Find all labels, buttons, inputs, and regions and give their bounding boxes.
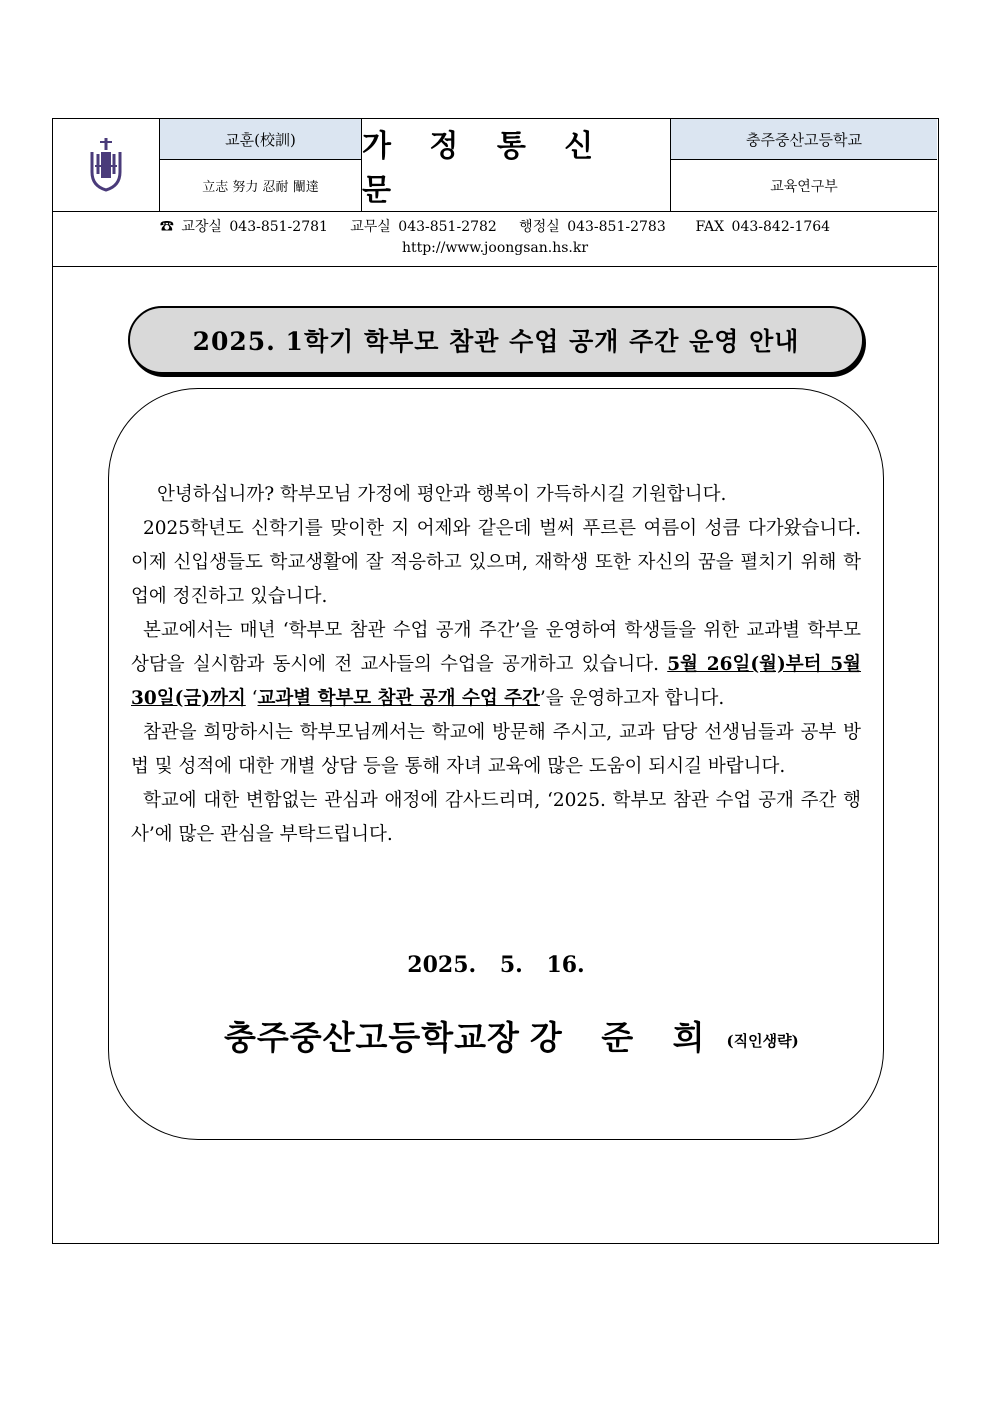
closing-paragraph: 학교에 대한 변함없는 관심과 애정에 감사드리며, ‘2025. 학부모 참관 수업 공개 주간 행사’에 많은 관심을 부탁드립니다. [131, 790, 861, 845]
principal-name: 강 준 희 [529, 1018, 719, 1057]
letter-body [131, 478, 861, 852]
event-intro: 본교에서는 매년 ‘학부모 참관 수업 공개 주간’을 운영하여 학생들을 위한 교과별 학부모 상담을 실시함과 동시에 전 교사들의 수업을 공개하고 있습니다. [131, 620, 861, 675]
school-motto: 立志 努力 忍耐 闡達 [160, 160, 362, 211]
season-paragraph: 2025학년도 신학기를 맞이한 지 어제와 같은데 벌써 푸르른 여름이 성큼 다가왔습니다. 이제 신입생들도 학교생활에 잘 적응하고 있으며, 재학생 또한 자신의 꿈을 펼치기 위해 학업에 정진하고 있습니다. [131, 518, 861, 607]
issue-date: 2025. 5. 16. [407, 952, 585, 978]
event-quote-open: ‘ [245, 688, 258, 709]
principal-title: 충주중산고등학교장 [224, 1018, 520, 1057]
greeting-paragraph: 안녕하십니까? 학부모님 가정에 평안과 행복이 가득하시길 기원합니다. [157, 484, 727, 505]
event-paragraph [131, 614, 861, 716]
school-website-link[interactable]: http://www.joongsan.hs.kr [401, 240, 589, 256]
event-name: 교과별 학부모 참관 공개 수업 주간 [257, 688, 540, 709]
visit-paragraph: 참관을 희망하시는 학부모님께서는 학교에 방문해 주시고, 교과 담당 선생님들과 공부 방법 및 성적에 대한 개별 상담 등을 통해 자녀 교육에 많은 도움이 되시길 바랍니다. [131, 722, 861, 777]
contact-info [53, 211, 937, 267]
event-dates: 5월 26일(월)부터 5월 30일(금)까지 [131, 654, 862, 709]
phone-numbers: ☎ 교장실 043-851-2781 교무실 043-851-2782 행정실 043-851-2783 FAX 043-842-1764 [159, 219, 831, 235]
seal-omitted-note: (직인생략) [726, 1031, 799, 1050]
school-emblem-icon [53, 119, 160, 211]
event-outro: ’을 운영하고자 합니다. [539, 688, 725, 709]
newsletter-title: 가 정 통 신 문 [362, 119, 671, 211]
motto-heading: 교훈(校訓) [160, 119, 362, 160]
signature-line [224, 1012, 799, 1059]
notice-banner-title: 2025. 1학기 학부모 참관 수업 공개 주간 운영 안내 [128, 306, 864, 374]
department-name: 교육연구부 [770, 178, 838, 195]
school-name: 충주중산고등학교 [671, 119, 937, 160]
header-table [53, 119, 937, 212]
